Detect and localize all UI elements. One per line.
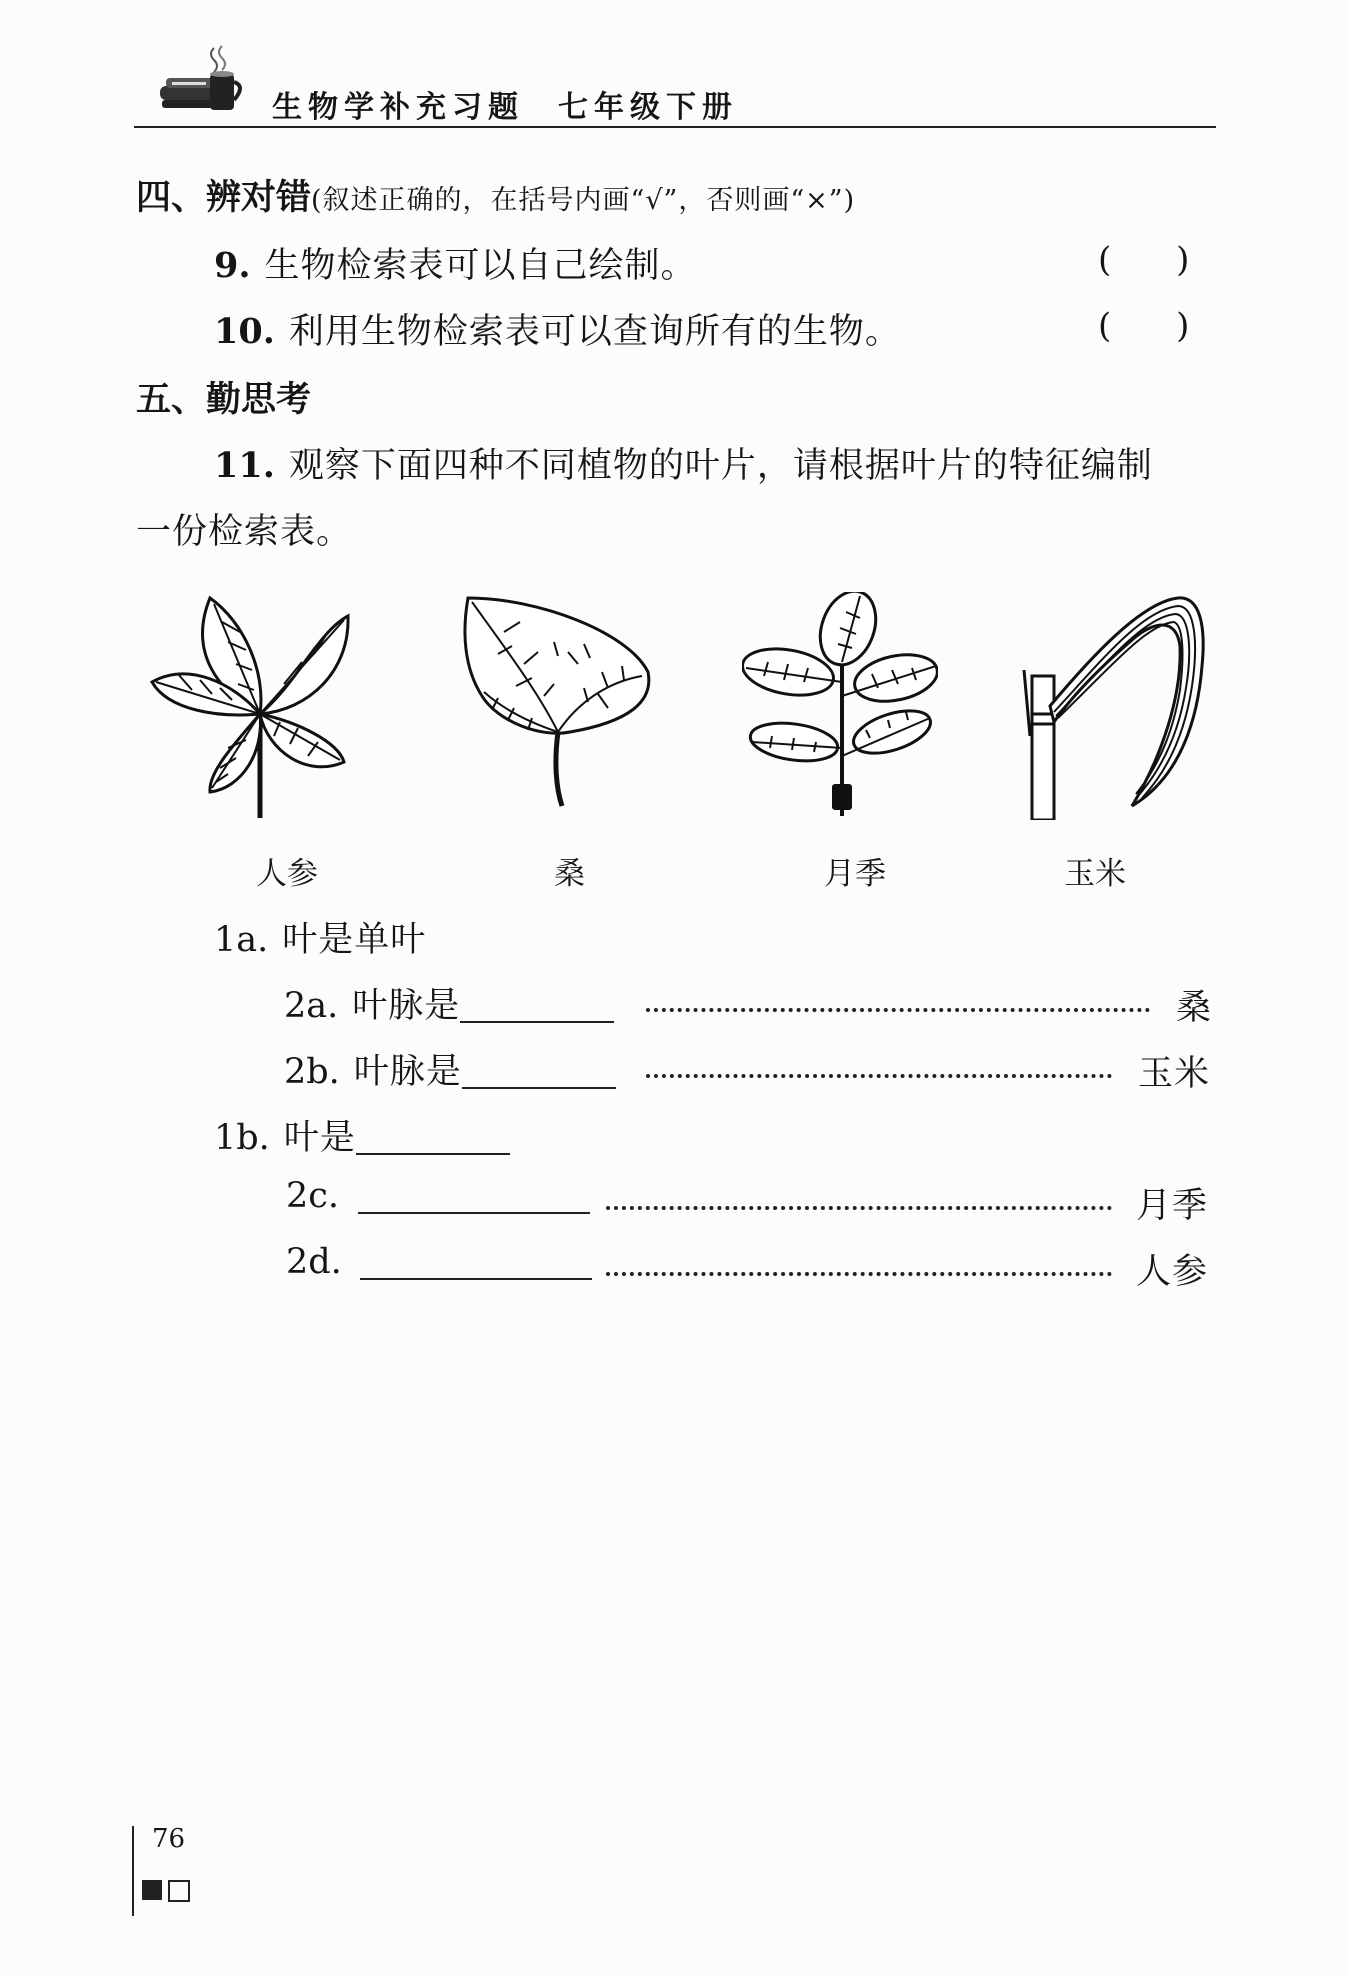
question-10 bbox=[214, 304, 901, 354]
grade-title: 七年级下册 bbox=[558, 90, 738, 125]
books-and-mug-icon bbox=[158, 42, 248, 120]
key-code: 1a. bbox=[214, 920, 269, 960]
header-title bbox=[272, 82, 738, 126]
key-code: 1b. bbox=[214, 1118, 270, 1158]
question-number: 11. bbox=[214, 445, 275, 486]
question-number: 9. bbox=[214, 245, 251, 286]
answer-blank-1b[interactable] bbox=[356, 1123, 510, 1155]
key-text: 叶是单叶 bbox=[282, 920, 427, 960]
key-text: 叶脉是 bbox=[352, 986, 461, 1026]
key-result-2d: 人参 bbox=[1136, 1252, 1209, 1292]
key-code: 2b. bbox=[284, 1052, 340, 1092]
key-2c bbox=[286, 1176, 353, 1216]
key-result-2c: 月季 bbox=[1136, 1186, 1209, 1226]
key-result-2a: 桑 bbox=[1176, 988, 1213, 1028]
section-4-title bbox=[136, 170, 855, 220]
book-title: 生物学补充习题 bbox=[272, 90, 524, 125]
empty-square-icon bbox=[168, 1880, 190, 1902]
key-1b bbox=[214, 1110, 510, 1160]
key-2a bbox=[284, 978, 614, 1028]
plant-label-mulberry: 桑 bbox=[554, 856, 585, 892]
rose-pinnate-compound-leaf-icon bbox=[742, 592, 938, 818]
leader-dots bbox=[606, 1272, 1112, 1276]
section-4-heading: 四、辨对错 bbox=[136, 178, 312, 218]
plant-label-corn: 玉米 bbox=[1064, 856, 1126, 892]
answer-blank-2b[interactable] bbox=[462, 1057, 616, 1089]
answer-bracket-9[interactable]: ( ) bbox=[1098, 240, 1190, 280]
key-2b bbox=[284, 1044, 616, 1094]
key-text: 叶是 bbox=[283, 1118, 356, 1158]
question-text-line1: 观察下面四种不同植物的叶片，请根据叶片的特征编制 bbox=[288, 446, 1153, 486]
corn-parallel-vein-leaf-icon bbox=[1012, 596, 1212, 820]
key-code: 2d. bbox=[286, 1242, 342, 1282]
question-text: 生物检索表可以自己绘制。 bbox=[264, 246, 697, 286]
key-1a bbox=[214, 912, 426, 962]
filled-square-icon bbox=[142, 1880, 162, 1900]
answer-bracket-10[interactable]: ( ) bbox=[1098, 306, 1190, 346]
question-9 bbox=[214, 238, 697, 288]
leader-dots bbox=[646, 1008, 1150, 1012]
key-text: 叶脉是 bbox=[353, 1052, 462, 1092]
mulberry-simple-leaf-icon bbox=[458, 592, 654, 810]
plant-label-ginseng: 人参 bbox=[256, 856, 318, 892]
question-text: 利用生物检索表可以查询所有的生物。 bbox=[288, 312, 901, 352]
answer-blank-2c[interactable] bbox=[358, 1182, 590, 1214]
ginseng-palmate-compound-leaf-icon bbox=[148, 592, 358, 818]
key-result-2b: 玉米 bbox=[1138, 1054, 1211, 1094]
plant-label-rose: 月季 bbox=[824, 856, 886, 892]
key-code: 2c. bbox=[286, 1176, 339, 1216]
question-11 bbox=[214, 438, 1153, 488]
leader-dots bbox=[646, 1074, 1112, 1078]
leader-dots bbox=[606, 1206, 1112, 1210]
header-rule bbox=[134, 126, 1216, 128]
section-4-instruction: (叙述正确的，在括号内画“√”，否则画“×”) bbox=[311, 185, 856, 216]
section-5-title: 五、勤思考 bbox=[136, 380, 312, 420]
page-number: 76 bbox=[152, 1824, 186, 1854]
key-2d bbox=[286, 1242, 356, 1282]
question-11-line2: 一份检索表。 bbox=[136, 512, 353, 552]
footer-rule bbox=[132, 1826, 134, 1916]
key-code: 2a. bbox=[284, 986, 339, 1026]
answer-blank-2a[interactable] bbox=[460, 991, 614, 1023]
question-number: 10. bbox=[214, 311, 275, 352]
answer-blank-2d[interactable] bbox=[360, 1248, 592, 1280]
